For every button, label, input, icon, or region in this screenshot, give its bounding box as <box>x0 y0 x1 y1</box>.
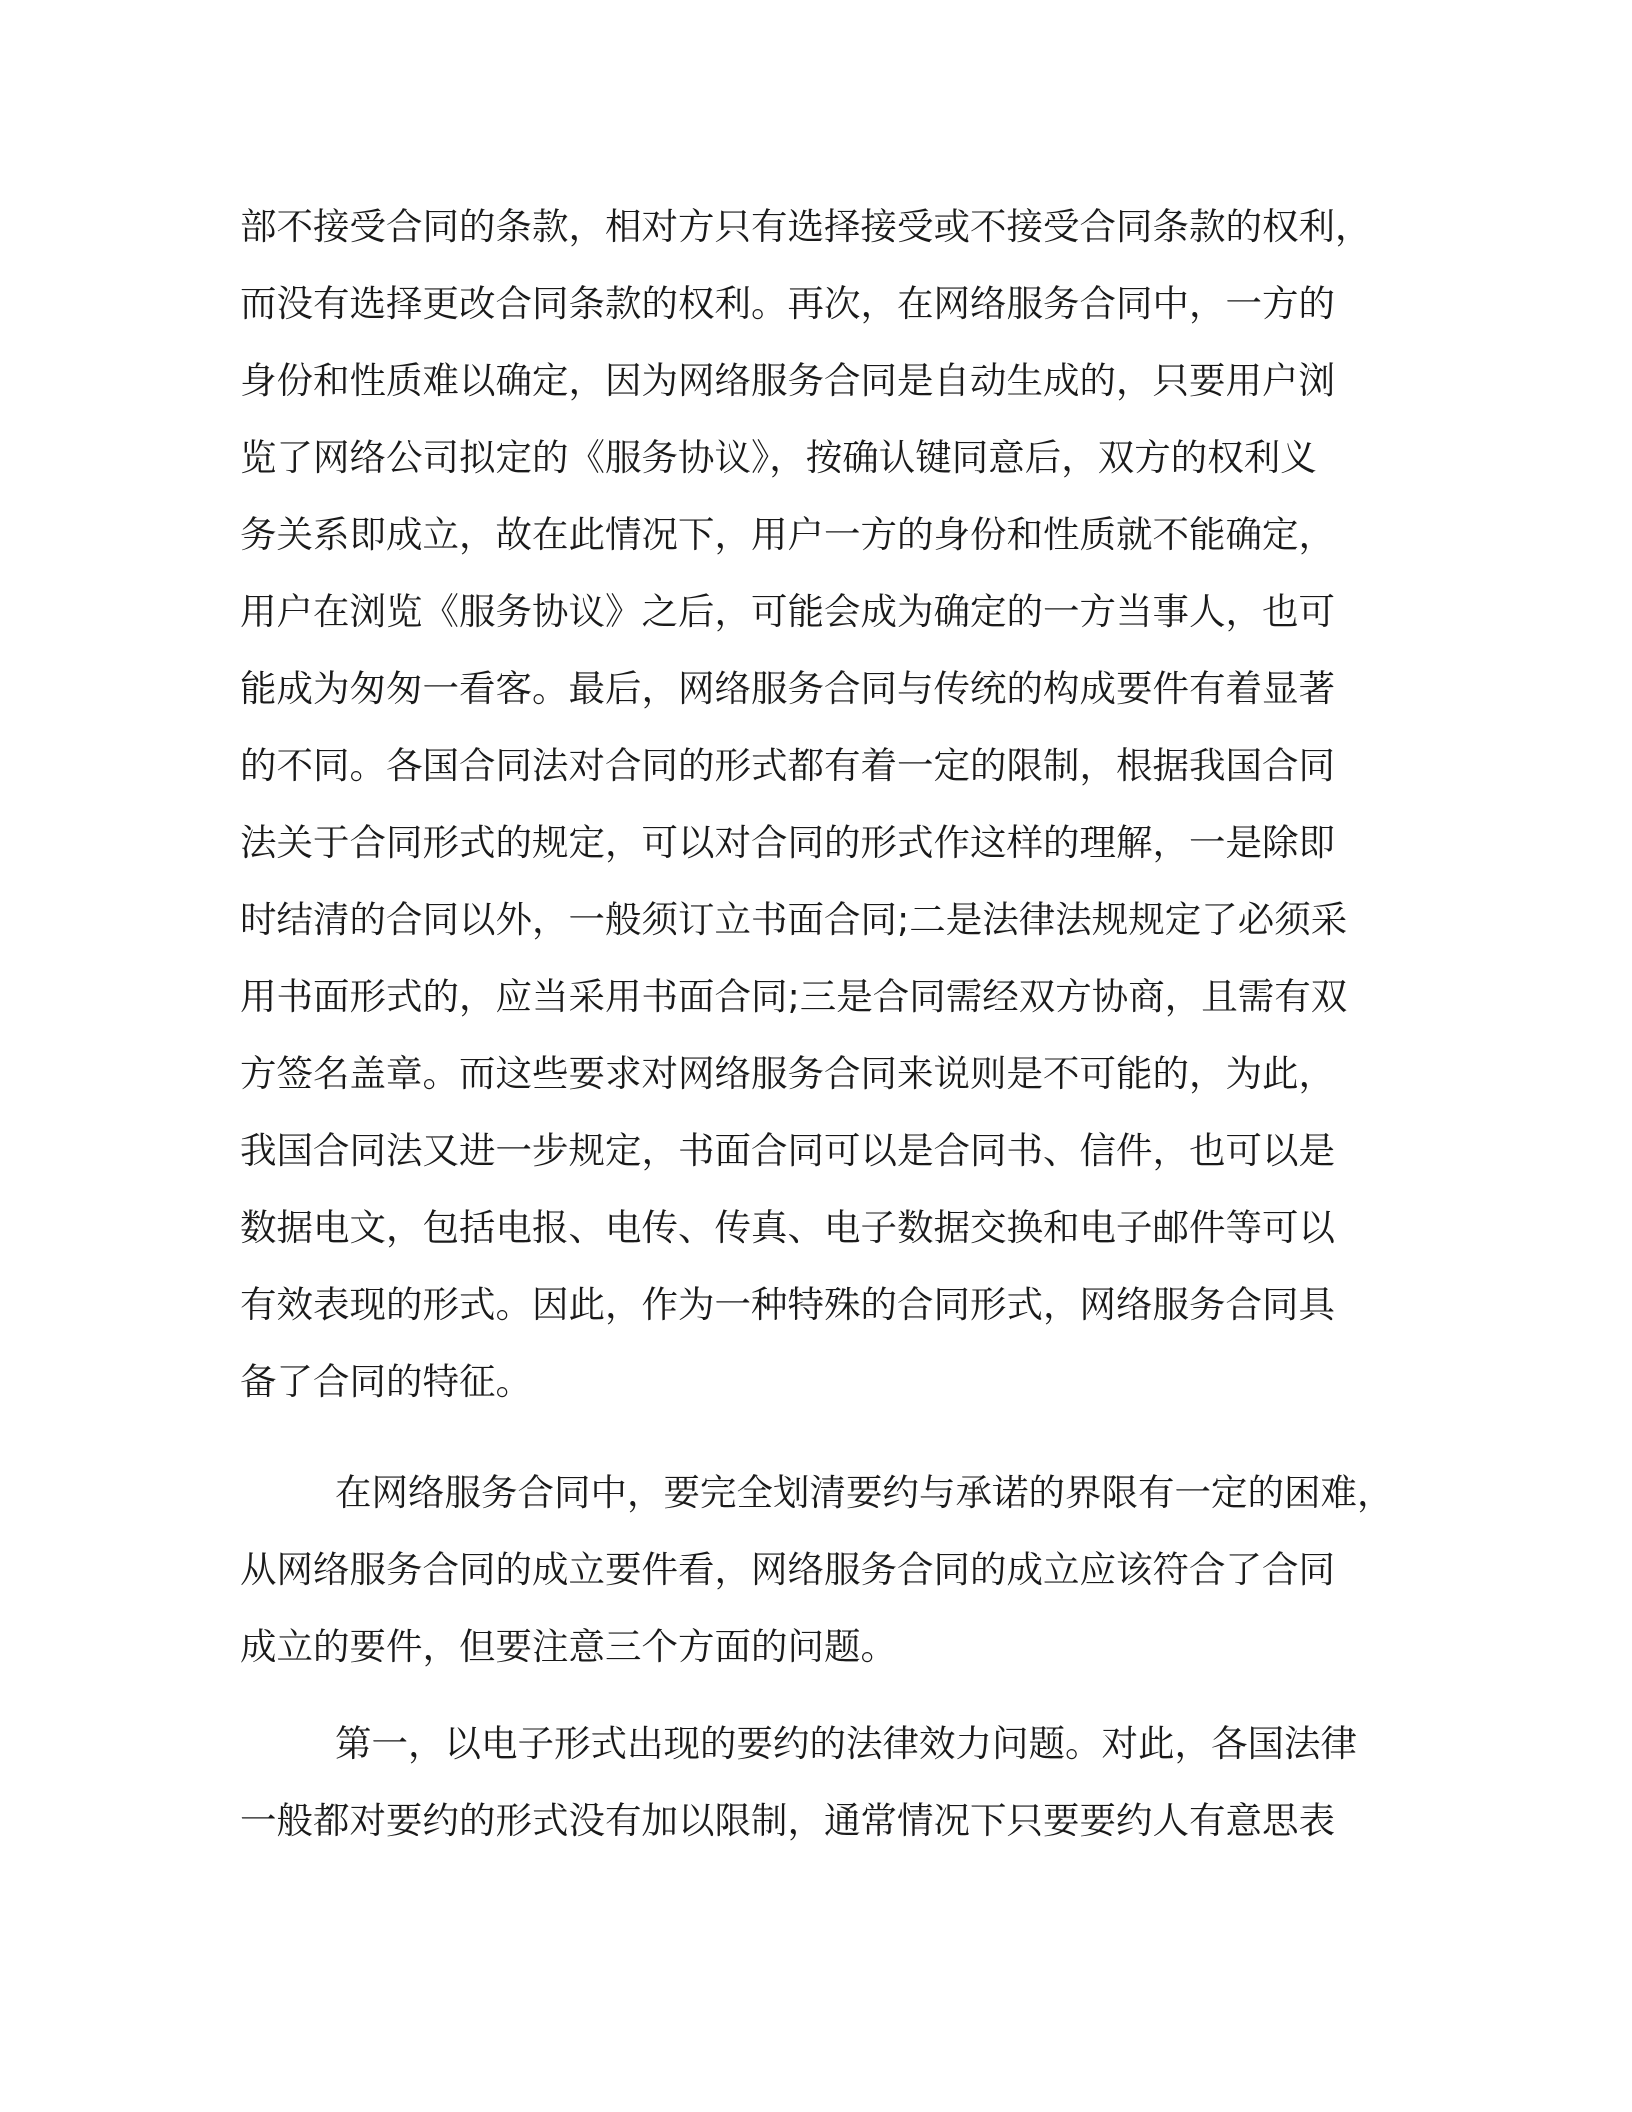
paragraph-line: 从网络服务合同的成立要件看，网络服务合同的成立应该符合了合同 <box>240 1548 1335 1591</box>
paragraph-line: 我国合同法又进一步规定，书面合同可以是合同书、信件，也可以是 <box>240 1129 1335 1172</box>
paragraph-line: 成立的要件，但要注意三个方面的问题。 <box>240 1625 897 1668</box>
paragraph-line: 部不接受合同的条款，相对方只有选择接受或不接受合同条款的权利， <box>240 205 1372 248</box>
paragraph-line: 方签名盖章。而这些要求对网络服务合同来说则是不可能的，为此， <box>240 1052 1335 1095</box>
paragraph-first-line: 第一，以电子形式出现的要约的法律效力问题。对此，各国法律 <box>335 1722 1357 1765</box>
paragraph-2 <box>240 1454 1394 1685</box>
paragraph-first-line: 在网络服务合同中，要完全划清要约与承诺的界限有一定的困难， <box>335 1471 1394 1514</box>
paragraph-line: 而没有选择更改合同条款的权利。再次，在网络服务合同中，一方的 <box>240 282 1335 325</box>
paragraph-line: 备了合同的特征。 <box>240 1360 532 1403</box>
paragraph-line: 用户在浏览《服务协议》之后，可能会成为确定的一方当事人，也可 <box>240 590 1335 633</box>
paragraph-line: 务关系即成立，故在此情况下，用户一方的身份和性质就不能确定， <box>240 513 1335 556</box>
paragraph-line: 一般都对要约的形式没有加以限制，通常情况下只要要约人有意思表 <box>240 1799 1335 1842</box>
paragraph-3 <box>240 1705 1390 1859</box>
paragraph-line: 能成为匆匆一看客。最后，网络服务合同与传统的构成要件有着显著 <box>240 667 1335 710</box>
paragraph-line: 时结清的合同以外，一般须订立书面合同;二是法律法规规定了必须采 <box>240 898 1348 941</box>
paragraph-line: 身份和性质难以确定，因为网络服务合同是自动生成的，只要用户浏 <box>240 359 1335 402</box>
paragraph-line: 数据电文，包括电报、电传、传真、电子数据交换和电子邮件等可以 <box>240 1206 1335 1249</box>
paragraph-line: 的不同。各国合同法对合同的形式都有着一定的限制，根据我国合同 <box>240 744 1335 787</box>
paragraph-line: 览了网络公司拟定的《服务协议》，按确认键同意后，双方的权利义 <box>240 436 1317 479</box>
paragraph-line: 用书面形式的，应当采用书面合同;三是合同需经双方协商，且需有双 <box>240 975 1348 1018</box>
paragraph-line: 法关于合同形式的规定，可以对合同的形式作这样的理解，一是除即 <box>240 821 1335 864</box>
paragraph-line: 有效表现的形式。因此，作为一种特殊的合同形式，网络服务合同具 <box>240 1283 1335 1326</box>
paragraph-1 <box>240 188 1390 1420</box>
